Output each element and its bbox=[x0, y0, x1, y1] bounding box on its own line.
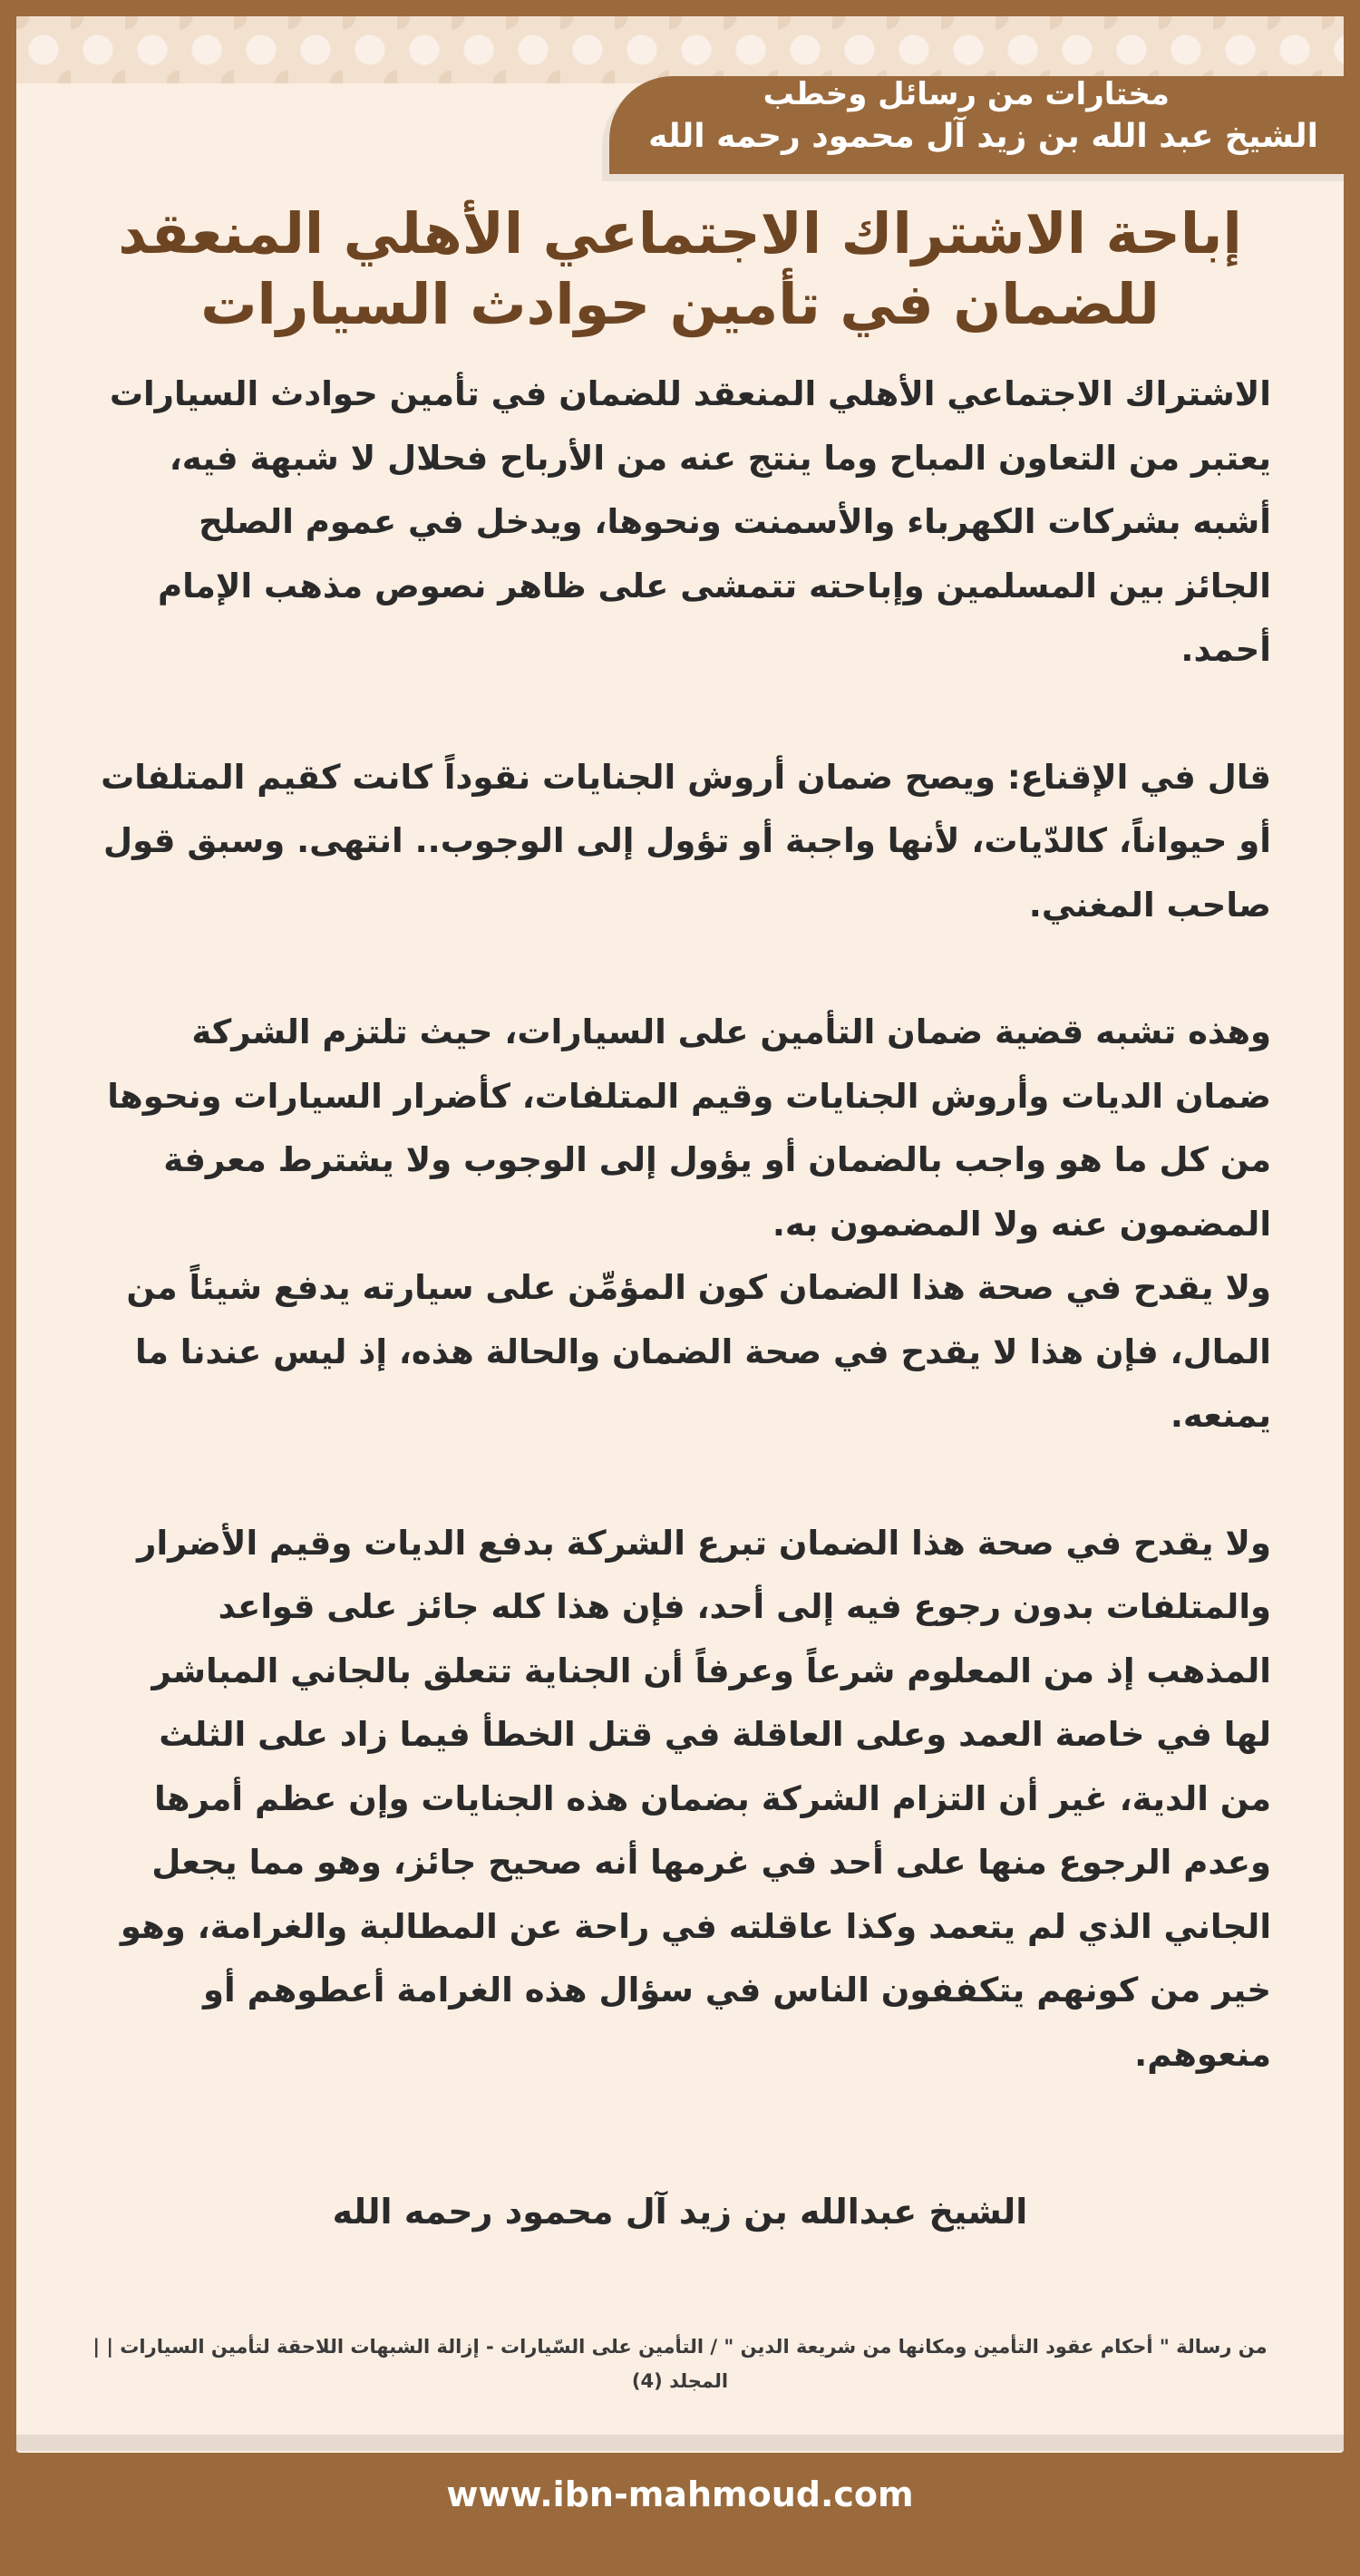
paragraph-5: ولا يقدح في صحة هذا الضمان تبرع الشركة بدفع الديات وقيم الأضرار والمتلفات بدون رجوع فيه إلى أحد، فإن هذا كله جائز على قواعد المذهب إذ من المعلوم شرعاً وعرفاً أن الجناية تتعلق بالجاني المباشر لها في خاصة العمد وعلى العاقلة في قتل الخطأ فيما زاد على الثلث من الدية، غير أن التزام الشركة بضمان هذه الجنايات وإن عظم أمرها وعدم الرجوع منها على أحد في غرمها أنه صحيح جائز، وهو مما يجعل الجاني الذي لم يتعمد وكذا عاقلته في راحة عن المطالبة والغرامة، وهو خير من كونهم يتكففون الناس في سؤال هذه الغرامة أعطوهم أو منعوهم. bbox=[120, 1523, 1271, 2074]
bottom-divider bbox=[16, 2435, 1344, 2451]
paragraph-4: ولا يقدح في صحة هذا الضمان كون المؤمِّن على سيارته يدفع شيئاً من المال، فإن هذا لا يقدح في صحة الضمان والحالة هذه، إذ ليس عندنا ما يمنعه. bbox=[126, 1268, 1271, 1435]
article-title-line-1: إباحة الاشتراك الاجتماعي الأهلي المنعقد bbox=[118, 200, 1242, 266]
series-title: مختارات من رسائل وخطب bbox=[763, 76, 1170, 112]
decorative-pattern-band bbox=[16, 16, 1344, 83]
website-link[interactable]: www.ibn-mahmoud.com bbox=[446, 2474, 914, 2514]
article-title-line-2: للضمان في تأمين حوادث السيارات bbox=[200, 271, 1160, 337]
paragraph-1: الاشتراك الاجتماعي الأهلي المنعقد للضمان في تأمين حوادث السيارات يعتبر من التعاون المباح وما ينتج عنه من الأرباح فحلال لا شبهة فيه، أشبه بشركات الكهرباء والأسمنت ونحوها، ويدخل في عموم الصلح الجائز بين المسلمين وإباحته تتمشى على ظاهر نصوص مذهب الإمام أحمد. bbox=[109, 374, 1271, 669]
series-author: الشيخ عبد الله بن زيد آل محمود رحمه الله bbox=[648, 118, 1318, 155]
article-body bbox=[100, 363, 1271, 2087]
paragraph-2: قال في الإقناع: ويصح ضمان أروش الجنايات نقوداً كانت كقيم المتلفات أو حيواناً، كالدّيات، لأنها واجبة أو تؤول إلى الوجوب.. انتهى. وسبق قول صاحب المغني. bbox=[101, 757, 1271, 925]
source-citation: من رسالة " أحكام عقود التأمين ومكانها من شريعة الدين " / التأمين على السّيارات - إزالة الشبهات اللاحقة لتأمين السيارات | | المجلد (4) bbox=[92, 2336, 1268, 2392]
author-signature: الشيخ عبدالله بن زيد آل محمود رحمه الله bbox=[332, 2192, 1028, 2232]
paragraph-3: وهذه تشبه قضية ضمان التأمين على السيارات، حيث تلتزم الشركة ضمان الديات وأروش الجنايات وقيم المتلفات، كأضرار السيارات ونحوها من كل ما هو واجب بالضمان أو يؤول إلى الوجوب ولا يشترط معرفة المضمون عنه ولا المضمون به. bbox=[107, 1012, 1271, 1244]
